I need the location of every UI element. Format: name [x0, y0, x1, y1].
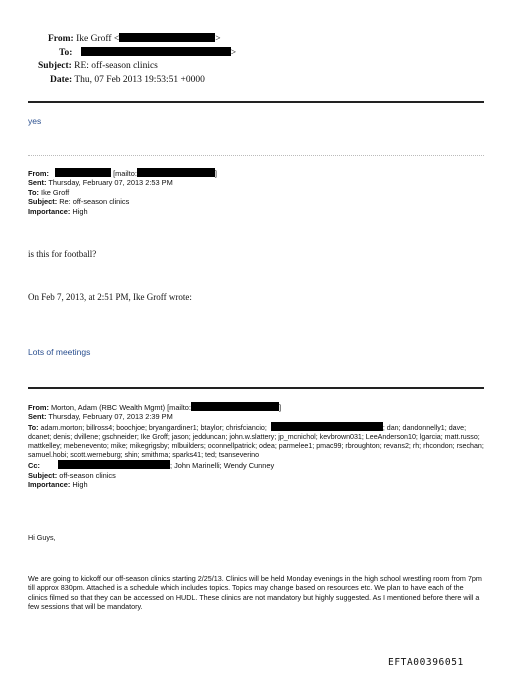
msg3-subject-label: Subject:: [28, 470, 58, 480]
msg2-sent-line: [28, 178, 217, 187]
msg3-subject-line: [28, 471, 484, 480]
msg2-importance-label: Importance:: [28, 206, 71, 216]
msg3-subject-value: off-season clinics: [59, 470, 116, 480]
msg3-to-block: [28, 422, 484, 460]
msg2-body: is this for football?: [28, 249, 97, 259]
msg3-from-label: From:: [28, 403, 49, 412]
reply-lots-of-meetings: Lots of meetings: [28, 347, 91, 357]
redaction-block: [271, 422, 383, 431]
msg3-greeting: Hi Guys,: [28, 533, 56, 542]
msg3-header: [28, 402, 484, 489]
header-date-value: Thu, 07 Feb 2013 19:53:51 +0000: [74, 75, 205, 85]
divider: [28, 101, 484, 103]
msg2-from-line: [28, 168, 217, 178]
header-date-line: [50, 75, 205, 85]
msg2-to-line: [28, 188, 217, 197]
msg2-sent-label: Sent:: [28, 178, 47, 188]
msg3-importance-value: High: [72, 480, 88, 489]
msg3-mailto-close: ]: [278, 403, 281, 412]
msg3-cc-value: ; John Marinelli; Wendy Cunney: [169, 461, 275, 471]
msg3-to-line1-tail: ; dan;: [382, 423, 401, 432]
msg3-from-value: Morton, Adam (RBC Wealth Mgmt) [mailto:: [51, 403, 191, 412]
document-id: EFTA00396051: [388, 657, 464, 668]
msg3-to-line1: adam.morton; billross4; boochjoe; bryangardiner1; btaylor; chrisfciancio;: [40, 423, 267, 432]
msg2-from-label: From:: [28, 169, 49, 178]
msg2-mailto-close: ]: [214, 169, 217, 178]
msg2-subject-label: Subject:: [28, 197, 58, 207]
header-subject-line: [38, 61, 158, 71]
msg3-importance-line: [28, 480, 484, 489]
header-from-line: [48, 33, 221, 44]
redaction-block: [137, 168, 215, 177]
redaction-block: [81, 47, 231, 56]
msg3-sent-value: Thursday, February 07, 2013 2:39 PM: [48, 412, 173, 422]
header-to-suffix: >: [230, 48, 237, 58]
header-from-label: From:: [48, 34, 74, 44]
msg2-subject-value: Re: off-season clinics: [59, 197, 130, 207]
redaction-block: [55, 168, 111, 177]
msg2-importance-line: [28, 207, 217, 216]
msg3-cc-label: Cc:: [28, 461, 40, 471]
msg2-importance-value: High: [72, 206, 88, 216]
msg3-importance-label: Importance:: [28, 480, 71, 489]
msg3-sent-line: [28, 412, 484, 421]
msg3-cc-line: [28, 460, 484, 470]
header-from-value: Ike Groff <: [76, 34, 120, 44]
header-date-label: Date:: [50, 75, 73, 85]
header-to-label: To:: [59, 48, 73, 58]
msg3-to-rest: dandonnelly1; dave; dcanet; denis; dvillene; gschneider; Ike Groff; jason; jedduncan; john.w.slattery; jp_mcnichol; kevbrown031; LeeAnderson10; lgarcia; matt.russo; mattkelley; mebenevento; mike; mikegrigsby; mlbuilders; oconnellpatrick; odea; parmelee1; pmac99; rbroughton; revans2; rh; rhcondon; rsechan; samuel.hobi; scott.werneburg; shin; smithma; sparks41; ted; tsanseverino: [28, 423, 484, 460]
msg2-quote-line: On Feb 7, 2013, at 2:51 PM, Ike Groff wrote:: [28, 292, 192, 302]
divider: [28, 387, 484, 389]
msg2-to-label: To:: [28, 187, 39, 197]
redaction-block: [191, 402, 279, 411]
header-to-line: [59, 47, 236, 58]
header-from-suffix: >: [215, 34, 221, 44]
header-subject-label: Subject:: [38, 61, 72, 71]
divider: [28, 155, 484, 156]
msg2-sent-value: Thursday, February 07, 2013 2:53 PM: [48, 178, 173, 188]
redaction-block: [58, 460, 170, 469]
redaction-block: [119, 33, 215, 42]
header-subject-value: RE: off-season clinics: [74, 61, 158, 71]
reply-yes: yes: [28, 116, 42, 126]
msg3-from-line: [28, 402, 484, 412]
msg2-to-value: Ike Groff: [41, 187, 70, 197]
msg2-header: [28, 168, 217, 216]
msg2-subject-line: [28, 197, 217, 206]
msg2-mailto-open: [mailto:: [113, 169, 137, 178]
msg3-to-label: To:: [28, 423, 39, 432]
msg3-body: We are going to kickoff our off-season clinics starting 2/25/13. Clinics will be held Monday evenings in the high school wrestling room from 7pm till approx 830pm. Attached is a schedule which includes topics. Topics may change based on resources etc. We plan to have each of the clinics filmed so that they can be accessed on HUDL. These clinics are not mandatory but highly suggested. As I mentioned before there will a few sessions that will be mandatory.: [28, 574, 482, 612]
msg3-sent-label: Sent:: [28, 412, 47, 422]
